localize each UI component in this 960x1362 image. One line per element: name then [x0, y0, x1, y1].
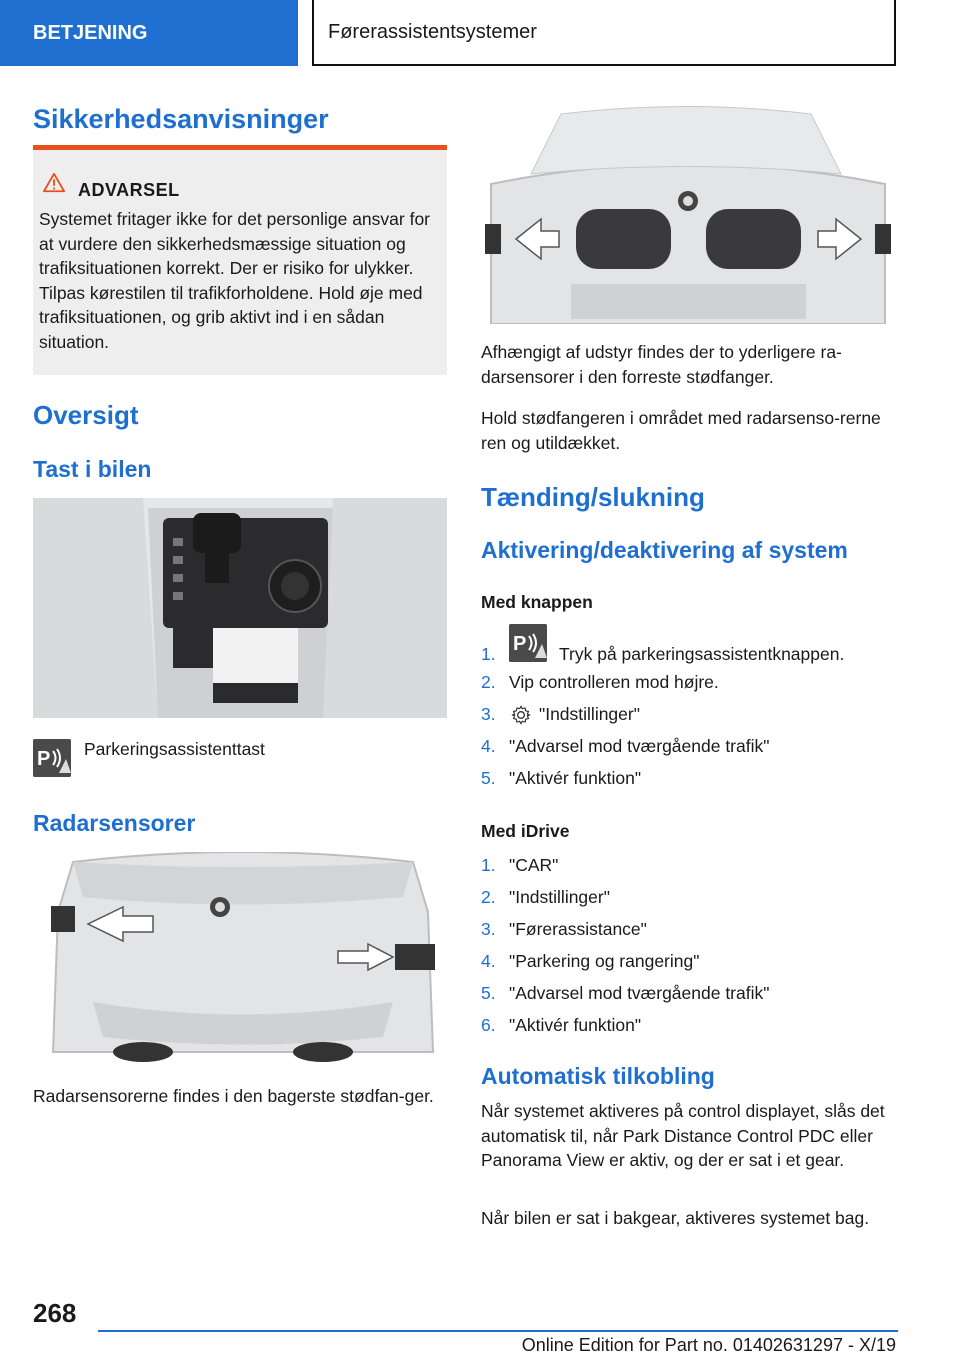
list-item	[481, 981, 901, 1013]
step-3	[481, 704, 901, 736]
parking-assistant-icon	[33, 739, 71, 777]
footer-divider	[98, 1330, 898, 1332]
step-text: "Indstillinger"	[509, 887, 610, 907]
step-number: 2.	[481, 887, 496, 907]
rear-bumper-image	[33, 852, 447, 1072]
warning-title: ADVARSEL	[78, 180, 180, 200]
auto-heading: Automatisk tilkobling	[481, 1063, 715, 1089]
step-text: "Førerassistance"	[509, 919, 647, 939]
activation-heading: Aktivering/deaktivering af system	[481, 537, 848, 563]
list-item	[481, 917, 901, 949]
step-5	[481, 768, 901, 800]
radar-heading: Radarsensorer	[33, 810, 196, 836]
with-button-heading: Med knappen	[481, 592, 593, 612]
step-number: 1.	[481, 644, 496, 664]
front-radar-text: Afhængigt af udstyr findes der to yderligere ra-darsensorer i den forreste stødfanger.	[481, 342, 842, 387]
list-item	[481, 853, 901, 885]
step-2	[481, 672, 901, 704]
step-number: 5.	[481, 768, 496, 788]
center-console-image	[33, 498, 447, 718]
step-text: "Advarsel mod tværgående trafik"	[509, 983, 770, 1003]
auto-text-2: Når bilen er sat i bakgear, aktiveres systemet bag.	[481, 1208, 870, 1228]
step-text: "Indstillinger"	[539, 704, 640, 724]
step-number: 3.	[481, 704, 496, 724]
edition-text: Online Edition for Part no. 01402631297 - X/19	[521, 1335, 896, 1355]
warning-box	[33, 145, 447, 375]
front-bumper-image	[481, 104, 895, 324]
keep-clean-text: Hold stødfangeren i området med radarsenso-rerne ren og utildækket.	[481, 408, 881, 453]
step-number: 4.	[481, 736, 496, 756]
step-text: "Aktivér funktion"	[509, 1015, 642, 1035]
overview-heading: Oversigt	[33, 400, 139, 430]
with-idrive-heading: Med iDrive	[481, 821, 570, 841]
svg-text:P: P	[513, 633, 527, 655]
parking-assistant-icon	[509, 624, 547, 662]
svg-text:P: P	[37, 748, 51, 770]
warning-text: Systemet fritager ikke for det personlige ansvar for at vurdere den sikkerhedsmæssige situation og trafiksituationen korrekt. Der er risiko for ulykker. Tilpas kørestilen til trafikforholdene. Hold øje med trafiksituationen, og grib aktivt ind i en sådan situation.	[39, 209, 431, 352]
idrive-steps	[481, 853, 901, 1045]
button-steps	[481, 624, 901, 800]
button-caption: Parkeringsassistenttast	[84, 739, 265, 759]
step-1	[481, 624, 901, 668]
step-text: "CAR"	[509, 855, 559, 875]
step-number: 4.	[481, 951, 496, 971]
step-number: 3.	[481, 919, 496, 939]
safety-heading: Sikkerhedsanvisninger	[33, 104, 329, 134]
section-tab: BETJENING	[0, 0, 298, 66]
radar-rear-text: Radarsensorerne findes i den bagerste stødfan-ger.	[33, 1086, 434, 1106]
step-number: 6.	[481, 1015, 496, 1035]
warning-triangle-icon	[43, 172, 65, 194]
step-text: "Parkering og rangering"	[509, 951, 700, 971]
step-text: "Aktivér funktion"	[509, 768, 642, 788]
list-item	[481, 885, 901, 917]
step-number: 2.	[481, 672, 496, 692]
step-text: Tryk på parkeringsassistentknappen.	[559, 644, 845, 664]
step-4	[481, 736, 901, 768]
page-number: 268	[33, 1298, 77, 1328]
step-text: "Advarsel mod tværgående trafik"	[509, 736, 770, 756]
list-item	[481, 1013, 901, 1045]
step-text: Vip controlleren mod højre.	[509, 672, 719, 692]
button-heading: Tast i bilen	[33, 456, 152, 482]
step-number: 5.	[481, 983, 496, 1003]
on-off-heading: Tænding/slukning	[481, 482, 705, 512]
auto-text-1: Når systemet aktiveres på control displayet, slås det automatisk til, når Park Distance Control PDC eller Panorama View er aktiv, og der er sat i et gear.	[481, 1101, 885, 1170]
gear-icon	[511, 705, 531, 725]
chapter-title: Førerassistentsystemer	[312, 0, 896, 66]
list-item	[481, 949, 901, 981]
step-number: 1.	[481, 855, 496, 875]
